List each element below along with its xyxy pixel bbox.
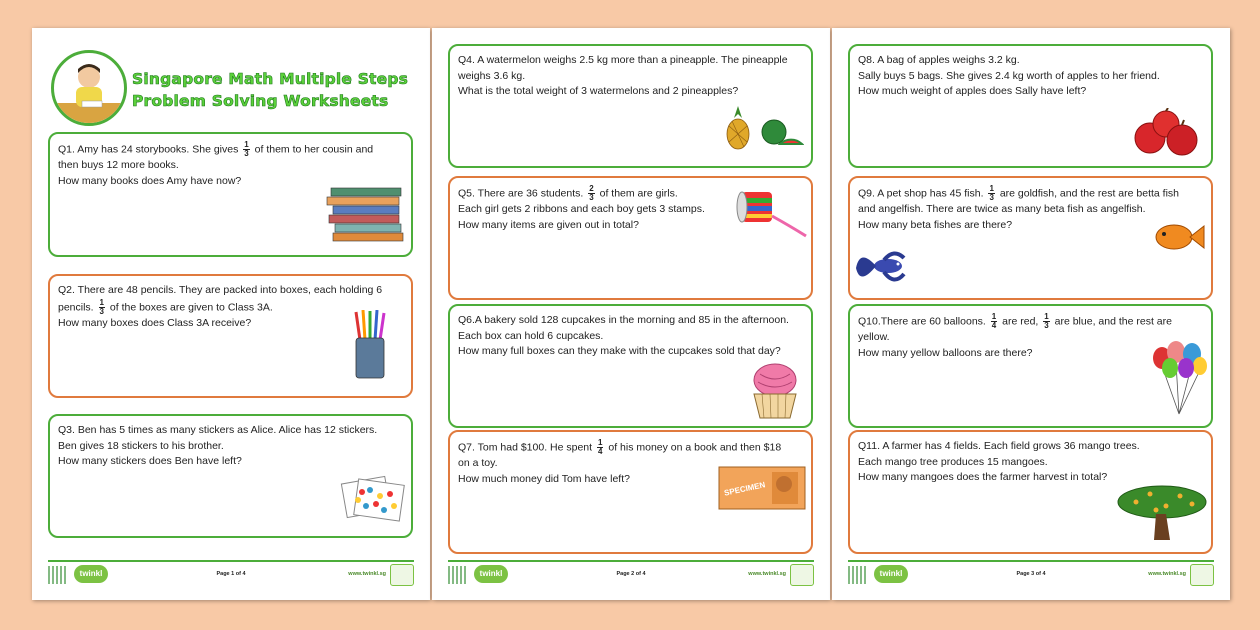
worksheet-title: [132, 68, 422, 112]
q4-text-b: weighs 3.6 kg.: [458, 69, 526, 82]
q3-question: How many stickers does Ben have left?: [58, 455, 242, 467]
q8-text-b: Sally buys 5 bags. She gives 2.4 kg worth of apples to her friend.: [858, 69, 1160, 82]
question-11-box: [848, 430, 1213, 554]
student-avatar: [51, 50, 127, 126]
twinkl-logo[interactable]: twinkl: [474, 565, 508, 583]
twinkl-logo[interactable]: twinkl: [874, 565, 908, 583]
question-2-box: [48, 274, 413, 398]
q10-text-c: are blue, and the rest are yellow.: [858, 315, 1172, 343]
q9-fraction: $\frac{1}{3}$: [989, 184, 994, 202]
q7-fraction: $\frac{1}{4}$: [597, 438, 603, 456]
q4-text-a: Q4. A watermelon weighs 2.5 kg more than a pineapple. The pineapple: [458, 54, 788, 66]
q6-question: How many full boxes can they make with the cupcakes sold that day?: [458, 345, 781, 357]
q8-text-a: Q8. A bag of apples weighs 3.2 kg.: [858, 54, 1020, 66]
betta-fish-icon: [854, 248, 914, 288]
q9-question: How many beta fishes are there?: [858, 218, 1013, 231]
specimen-text: SPECIMEN: [723, 480, 767, 498]
question-7-box: [448, 430, 813, 554]
q1-fraction: $\frac{1}{3}$: [244, 140, 249, 158]
watermelon-icon: [760, 114, 804, 154]
q2-text-b: pencils.: [58, 300, 94, 313]
ribbon-spool-icon: [730, 186, 810, 242]
q3-text-a: Q3. Ben has 5 times as many stickers as Alice. Alice has 12 stickers.: [58, 424, 378, 436]
question-5-box: [448, 176, 813, 300]
cupcake-icon: [748, 362, 802, 420]
stickers-icon: [340, 474, 406, 522]
question-4-box: [448, 44, 813, 168]
worksheet-page-3: [832, 28, 1230, 600]
page-footer: [48, 560, 414, 586]
goldfish-icon: [1150, 220, 1206, 254]
pineapple-icon: [720, 104, 756, 152]
worksheet-page-2: [432, 28, 830, 600]
q5-text-a: Q5. There are 36 students.: [458, 187, 584, 200]
q1-text-b: of them to her cousin and: [254, 143, 374, 156]
q6-text-b: Each box can hold 6 cupcakes.: [458, 329, 604, 342]
q11-question: How many mangoes does the farmer harvest in total?: [858, 471, 1108, 483]
q10-text-a: Q10.There are 60 balloons.: [858, 315, 986, 328]
website-link[interactable]: www.twinkl.sg: [748, 571, 786, 577]
question-6-box: [448, 304, 813, 428]
apples-icon: [1132, 108, 1202, 160]
q1-text-a: Q1. Amy has 24 storybooks. She gives: [58, 143, 239, 156]
q7-text-a: Q7. Tom had $100. He spent: [458, 441, 593, 454]
q3-text-b: Ben gives 18 stickers to his brother.: [58, 439, 224, 452]
q10-text-b: are red,: [1002, 315, 1039, 328]
q9-text-b: are goldfish, and the rest are betta fish: [999, 187, 1180, 200]
q11-text-a: Q11. A farmer has 4 fields. Each field grows 36 mango trees.: [858, 440, 1140, 452]
page-number: Page 1 of 4: [216, 571, 246, 577]
q5-text-c: Each girl gets 2 ribbons and each boy gets 3 stamps.: [458, 203, 705, 215]
books-icon: [325, 184, 407, 244]
balloons-icon: [1150, 336, 1208, 416]
q1-question: How many books does Amy have now?: [58, 174, 242, 187]
quality-badge-icon: [1190, 564, 1214, 586]
pencil-cup-icon: [350, 310, 390, 382]
website-link[interactable]: www.twinkl.sg: [348, 571, 386, 577]
quality-badge-icon: [790, 564, 814, 586]
quality-badge-icon: [390, 564, 414, 586]
title-line-2: Problem Solving Worksheets: [132, 92, 389, 110]
page-footer: [848, 560, 1214, 586]
q8-question: How much weight of apples does Sally have left?: [858, 85, 1087, 97]
q5-fraction: $\frac{2}{3}$: [589, 184, 594, 202]
q7-question: How much money did Tom have left?: [458, 472, 630, 485]
q6-text-a: Q6.A bakery sold 128 cupcakes in the morning and 85 in the afternoon.: [458, 314, 789, 326]
banknote-icon: [718, 466, 806, 510]
twinkl-logo[interactable]: twinkl: [74, 565, 108, 583]
title-line-1: Singapore Math Multiple Steps: [132, 70, 409, 88]
mango-tree-icon: [1116, 484, 1208, 540]
question-9-box: [848, 176, 1213, 300]
question-1-box: [48, 132, 413, 257]
q2-text-c: of the boxes are given to Class 3A.: [109, 300, 273, 313]
question-8-box: [848, 44, 1213, 168]
q2-text-a: Q2. There are 48 pencils. They are packed into boxes, each holding 6: [58, 284, 383, 296]
q4-question: What is the total weight of 3 watermelons and 2 pineapples?: [458, 85, 739, 97]
q7-text-b: of his money on a book and then $18: [608, 441, 782, 454]
q7-text-c: on a toy.: [458, 457, 498, 469]
q5-question: How many items are given out in total?: [458, 218, 639, 231]
q2-fraction: $\frac{1}{3}$: [99, 297, 104, 316]
page-footer: [448, 560, 814, 586]
q1-text-c: then buys 12 more books.: [58, 159, 179, 171]
q9-text-c: and angelfish. There are twice as many beta fish as angelfish.: [858, 203, 1146, 215]
page-number: Page 3 of 4: [1016, 571, 1046, 577]
q2-question: How many boxes does Class 3A receive?: [58, 316, 252, 329]
q10-fraction-1: $\frac{1}{4}$: [991, 312, 997, 330]
q10-fraction-2: $\frac{1}{3}$: [1044, 312, 1049, 330]
question-3-box: [48, 414, 413, 538]
q5-text-b: of them are girls.: [599, 187, 678, 200]
q10-question: How many yellow balloons are there?: [858, 346, 1033, 359]
website-link[interactable]: www.twinkl.sg: [1148, 571, 1186, 577]
page-number: Page 2 of 4: [616, 571, 646, 577]
q11-text-b: Each mango tree produces 15 mangoes.: [858, 455, 1048, 468]
q9-text-a: Q9. A pet shop has 45 fish.: [858, 187, 984, 200]
worksheet-page-1: [32, 28, 430, 600]
question-10-box: [848, 304, 1213, 428]
